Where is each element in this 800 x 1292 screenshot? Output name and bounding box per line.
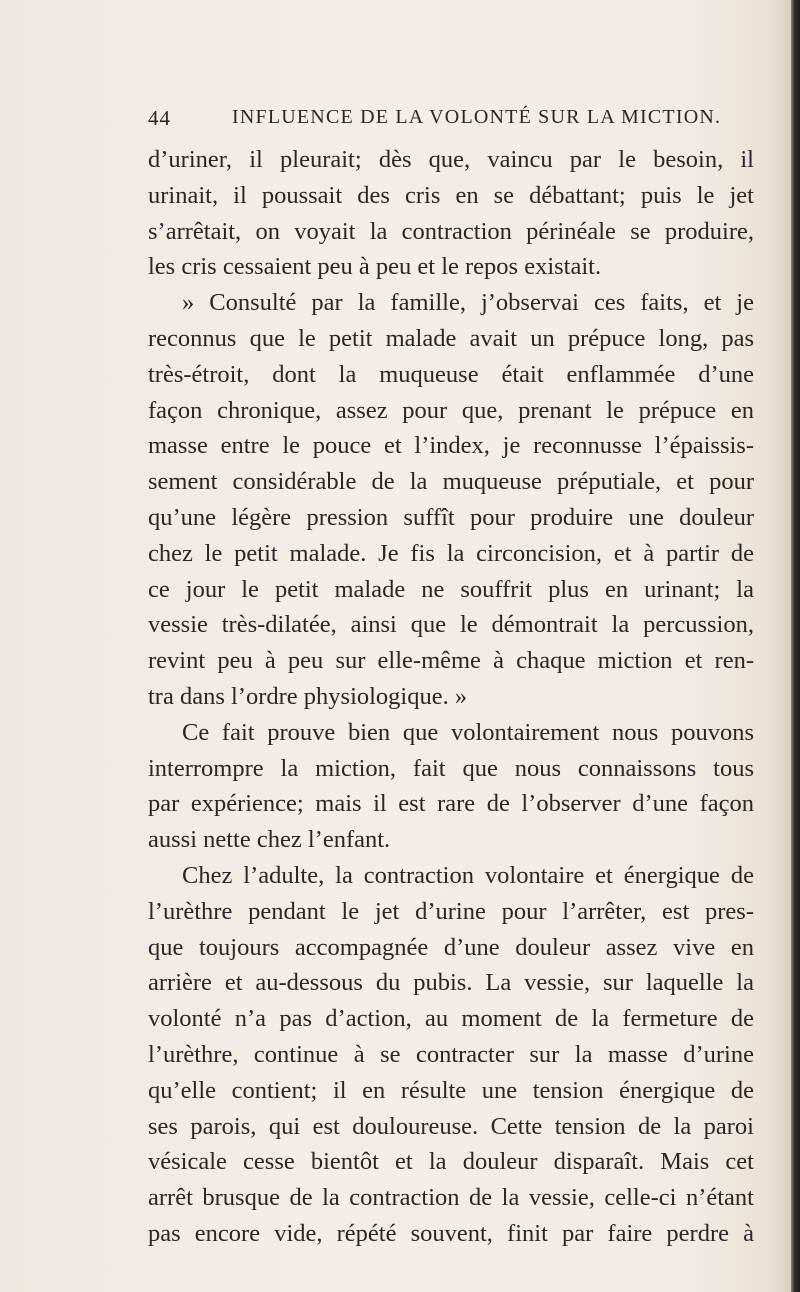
text-line: Ce fait prouve bien que volontairement nous pouvons <box>182 718 754 746</box>
text-line: revint peu à peu sur elle-même à chaque miction et ren- <box>148 647 754 675</box>
text-line: les cris cessaient peu à peu et le repos existait. <box>148 253 602 281</box>
text-line: vésicale cesse bientôt et la douleur disparaît. Mais cet <box>148 1148 754 1176</box>
text-line: arrêt brusque de la contraction de la vessie, celle-ci n’étant <box>148 1184 754 1212</box>
text-line: par expérience; mais il est rare de l’observer d’une façon <box>148 790 754 818</box>
text-line: ce jour le petit malade ne souffrit plus en urinant; la <box>148 575 754 603</box>
text-line: » Consulté par la famille, j’observai ces faits, et je <box>182 289 754 317</box>
text-line: arrière et au-dessous du pubis. La vessie, sur laquelle la <box>148 969 754 997</box>
running-title: INFLUENCE DE LA VOLONTÉ SUR LA MICTION. <box>232 106 722 128</box>
text-line: s’arrêtait, on voyait la contraction périnéale se produire, <box>148 217 754 245</box>
text-line: chez le petit malade. Je fis la circoncision, et à partir de <box>148 539 754 567</box>
book-spine-edge <box>791 0 800 1292</box>
text-line: reconnus que le petit malade avait un prépuce long, pas <box>148 324 754 352</box>
text-line: l’urèthre pendant le jet d’urine pour l’arrêter, est pres- <box>148 897 754 925</box>
text-line: tra dans l’ordre physiologique. » <box>148 682 468 710</box>
text-line: ses parois, qui est douloureuse. Cette tension de la paroi <box>148 1112 754 1140</box>
body-text <box>148 142 754 1252</box>
text-line: volonté n’a pas d’action, au moment de la fermeture de <box>148 1005 754 1033</box>
text-line: urinait, il poussait des cris en se débattant; puis le jet <box>148 181 754 209</box>
text-line: Chez l’adulte, la contraction volontaire et énergique de <box>182 861 754 889</box>
text-line: qu’une légère pression suffît pour produire une douleur <box>148 503 754 531</box>
text-line: qu’elle contient; il en résulte une tension énergique de <box>148 1076 754 1104</box>
text-line: aussi nette chez l’enfant. <box>148 826 391 854</box>
page-number: 44 <box>148 106 171 130</box>
text-line: d’uriner, il pleurait; dès que, vaincu par le besoin, il <box>148 146 754 173</box>
text-line: que toujours accompagnée d’une douleur assez vive en <box>148 933 754 961</box>
text-line: l’urèthre, continue à se contracter sur la masse d’urine <box>148 1040 754 1068</box>
text-line: sement considérable de la muqueuse préputiale, et pour <box>148 468 754 496</box>
text-line: interrompre la miction, fait que nous connaissons tous <box>148 754 754 782</box>
running-head <box>148 106 768 136</box>
text-line: vessie très-dilatée, ainsi que le démontrait la percussion, <box>148 611 754 639</box>
text-line: très-étroit, dont la muqueuse était enflammée d’une <box>148 360 754 388</box>
text-line: masse entre le pouce et l’index, je reconnusse l’épaissis- <box>148 432 754 460</box>
text-line: pas encore vide, répété souvent, finit par faire perdre à <box>148 1219 754 1247</box>
text-line: façon chronique, assez pour que, prenant le prépuce en <box>148 396 754 424</box>
